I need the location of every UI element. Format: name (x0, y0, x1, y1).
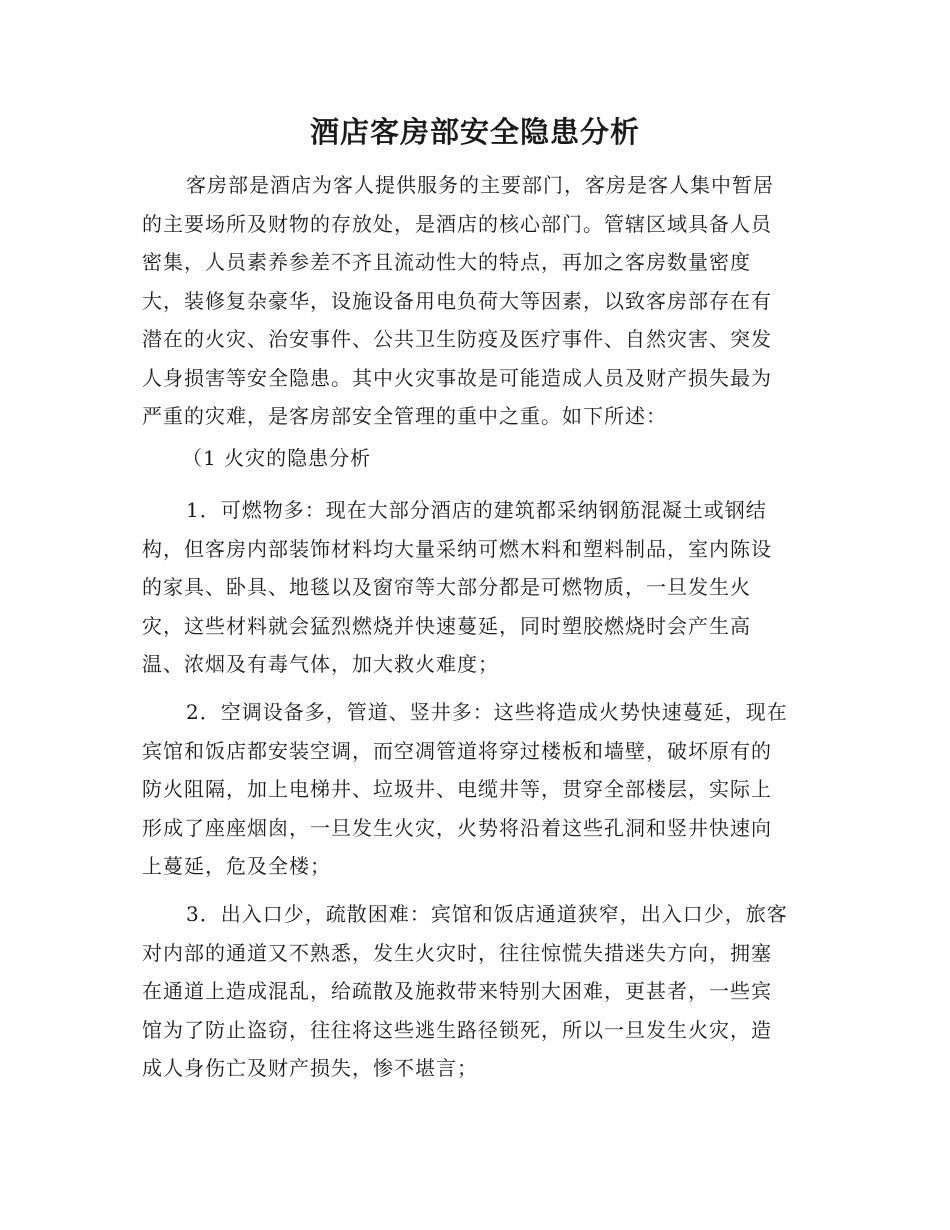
paragraph-line: 上蔓延，危及全楼； (142, 854, 331, 878)
item-2-paragraph (142, 693, 810, 886)
paragraph-line: 潜在的火灾、治安事件、公共卫生防疫及医疗事件、自然灾害、突发 (142, 327, 772, 351)
paragraph-line: 的主要场所及财物的存放处，是酒店的核心部门。管辖区域具备人员 (142, 211, 772, 236)
paragraph-line: 宾馆和饭店都安装空调，而空凋管道将穿过楼板和墙壁，破坏原有的 (142, 738, 772, 763)
section-heading-text: （1 火灾的隐患分析 (182, 446, 372, 470)
paragraph-line: 对内部的通道又不熟悉，发生火灾时，往往惊慌失措迷失方向，拥塞 (142, 940, 772, 965)
paragraph-line: 严重的灾难，是客房部安全管理的重中之重。如下所述： (142, 404, 667, 428)
paragraph-line: 成人身伤亡及财产损失，惨不堪言； (142, 1056, 478, 1080)
paragraph-line: 的家具、卧具、地毯以及窗帘等大部分都是可燃物质，一旦发生火 (142, 575, 751, 599)
document-title: 酒店客房部安全隐患分析 (309, 115, 640, 149)
paragraph-line: 馆为了防止盗窃，往往将这些逃生路径锁死，所以一旦发生火灾，造 (142, 1017, 772, 1042)
item-3-paragraph (142, 895, 810, 1088)
paragraph-line: 灾，这些材料就会猛烈燃烧并快速蔓延，同时塑胶燃烧时会产生高 (142, 613, 751, 638)
paragraph-line: 温、浓烟及有毒气体，加大救火难度； (142, 652, 499, 676)
paragraph-line: 2．空调设备多，管道、竖井多：这些将造成火势快速蔓延，现在 (186, 700, 788, 724)
item-1-paragraph (142, 491, 810, 684)
paragraph-line: 人身损害等安全隐患。其中火灾事故是可能造成人员及财产损失最为 (142, 365, 772, 390)
paragraph-line: 形成了座座烟囱，一旦发生火灾，火势将沿着这些孔洞和竖井快速向 (142, 815, 772, 840)
paragraph-line: 1．可燃物多：现在大部分酒店的建筑都采纳钢筋混凝土或钢结 (186, 498, 767, 522)
intro-paragraph (142, 166, 810, 436)
paragraph-line: 构，但客房内部装饰材料均大量采纳可燃木料和塑料制品，室内陈设 (142, 536, 772, 561)
paragraph-line: 3．出入口少，疏散困难：宾馆和饭店通道狭窄，出入口少，旅客 (186, 902, 788, 926)
paragraph-line: 大，装修复杂豪华，设施设备用电负荷大等因素，以致客房部存在有 (142, 288, 772, 313)
paragraph-line: 防火阻隔，加上电梯井、垃圾井、电缆井等，贯穿全部楼层，实际上 (142, 777, 772, 801)
section-heading (142, 439, 810, 478)
paragraph-line: 客房部是酒店为客人提供服务的主要部门，客房是客人集中暂居 (186, 173, 774, 197)
paragraph-line: 密集，人员素养参差不齐且流动性大的特点，再加之客房数量密度 (142, 250, 751, 274)
paragraph-line: 在通道上造成混乱，给疏散及施救带来特别大困难，更甚者，一些宾 (142, 979, 772, 1003)
